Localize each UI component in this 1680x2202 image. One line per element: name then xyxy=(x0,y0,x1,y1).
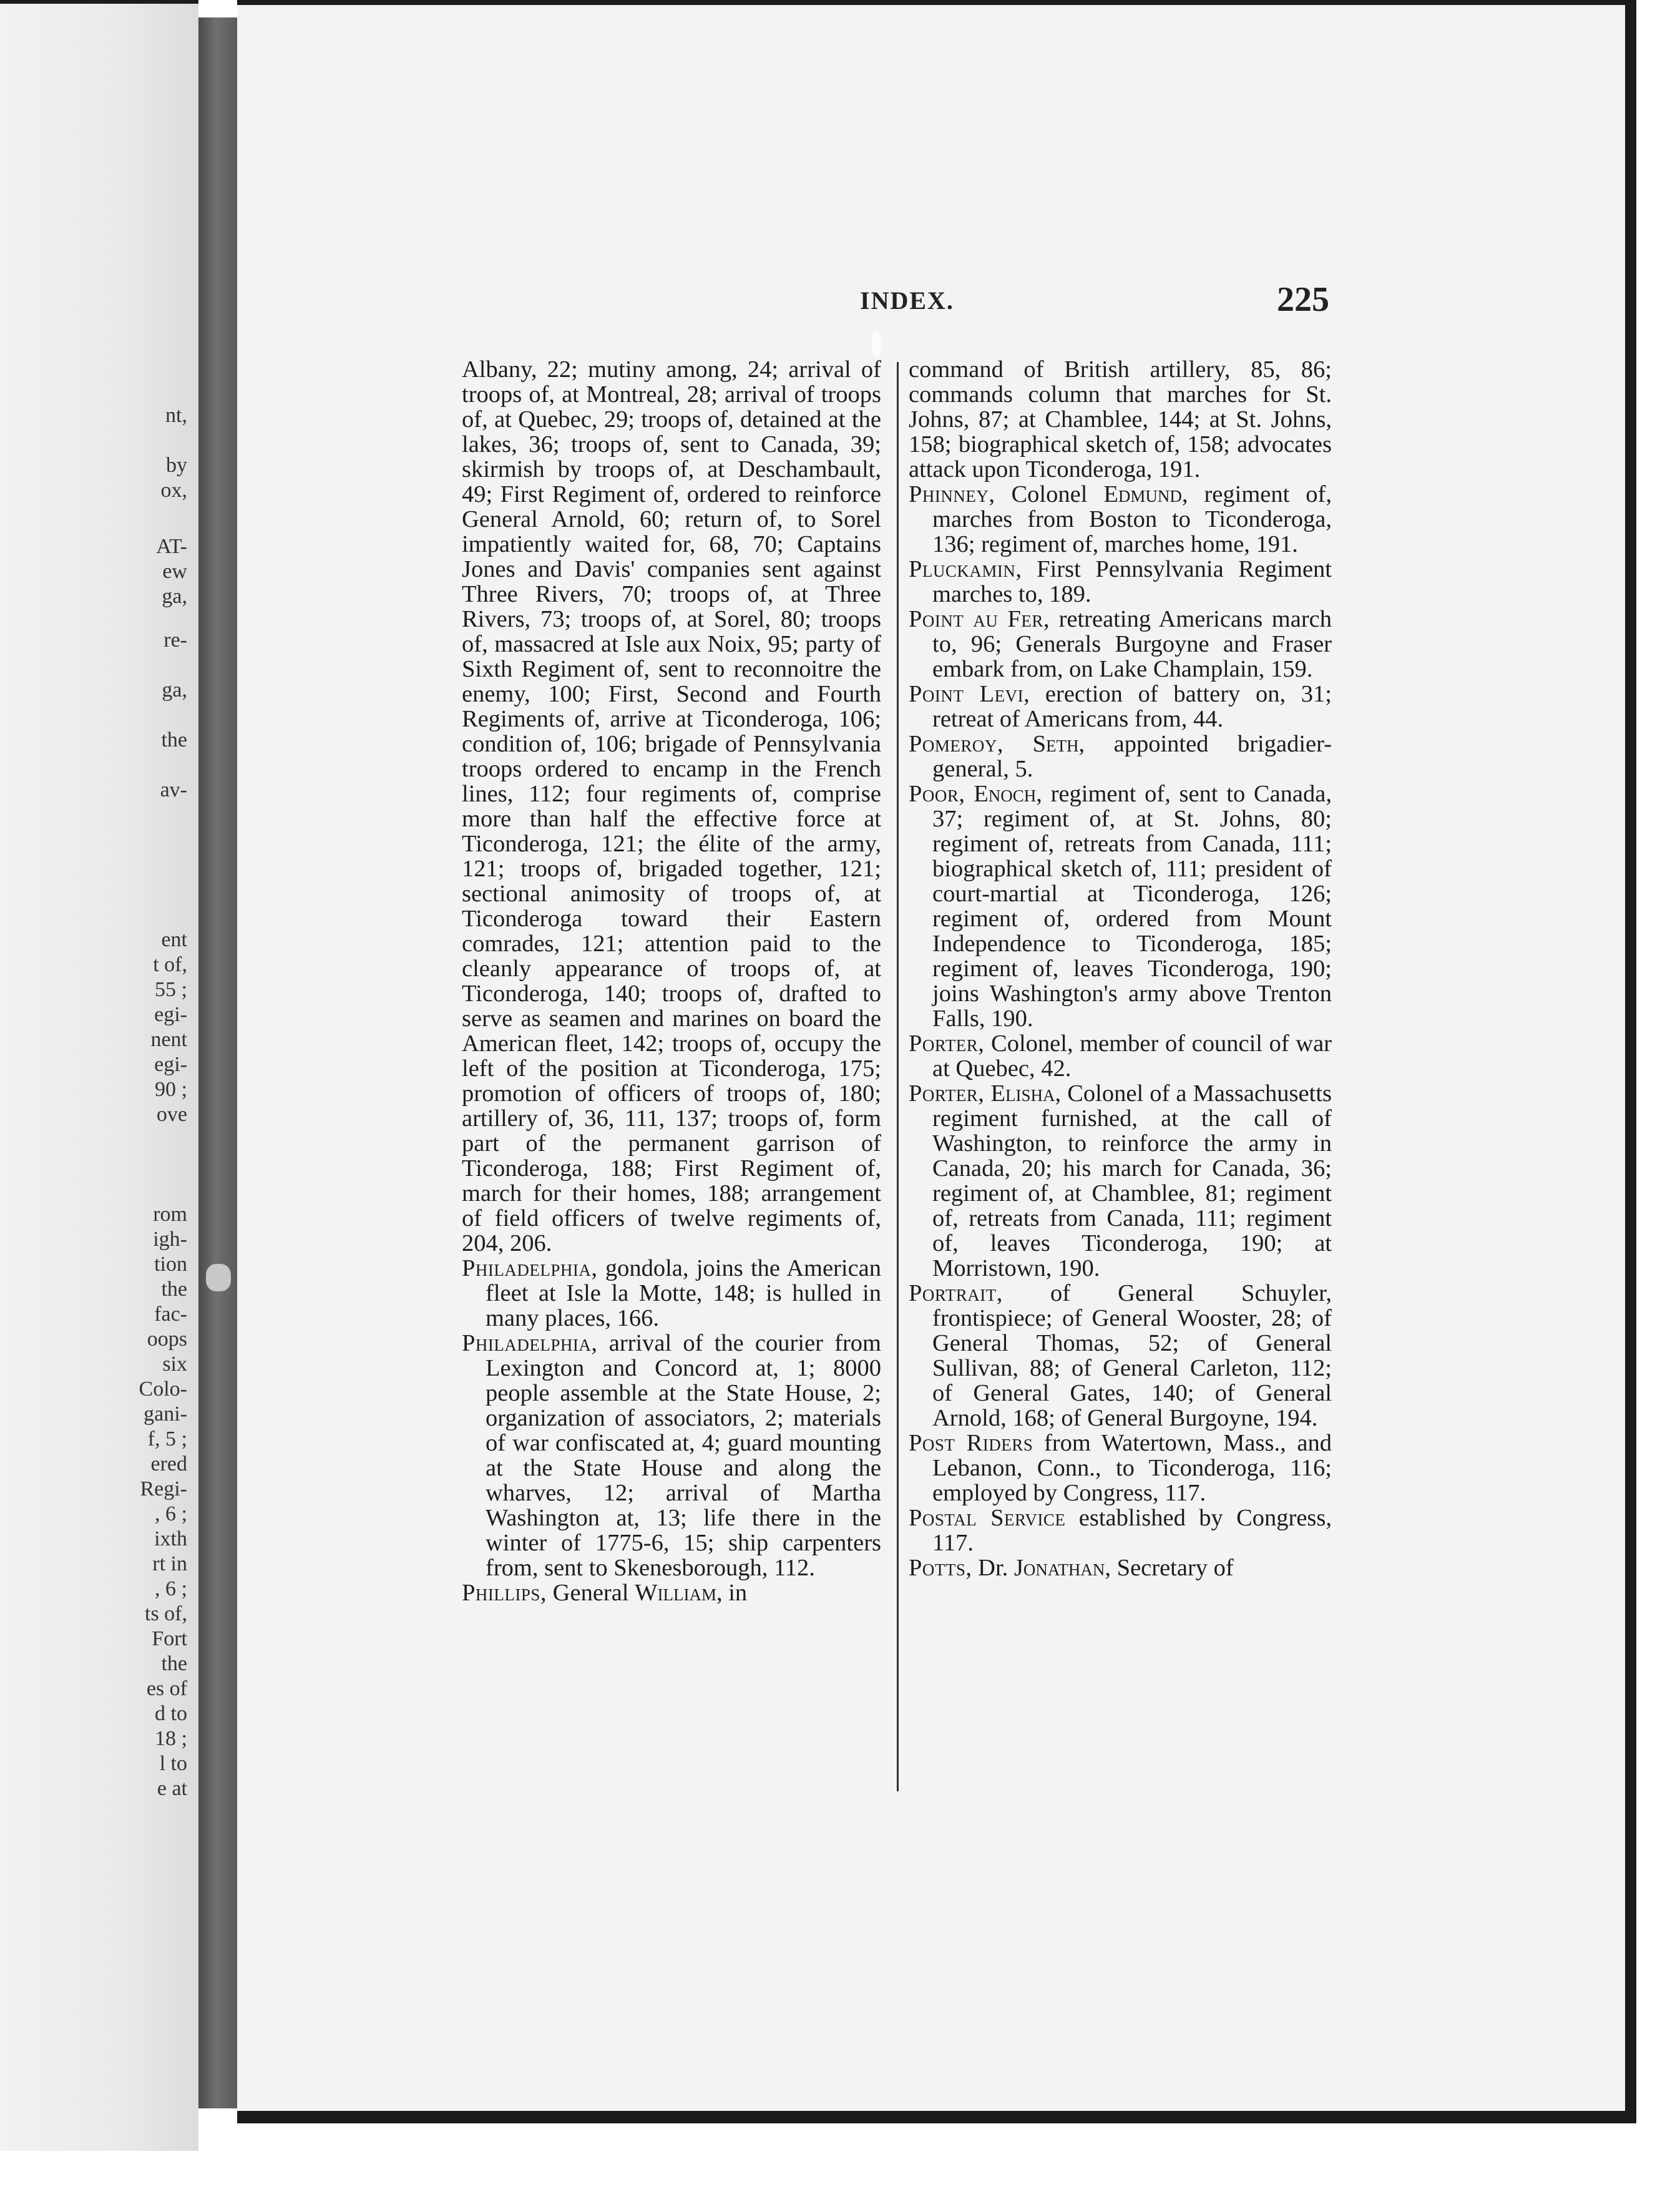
left-page-text-fragment: av- xyxy=(160,778,187,801)
entry-text xyxy=(984,1080,990,1107)
entry-heading: Postal Service xyxy=(909,1505,1066,1531)
left-page-text-fragment: , 6 ; xyxy=(155,1577,187,1600)
left-page-text-fragment: igh- xyxy=(153,1228,187,1251)
left-page-text-fragment: six xyxy=(162,1353,187,1376)
left-page-text-fragment: f, 5 ; xyxy=(147,1427,187,1451)
entry-text: Dr. xyxy=(972,1555,1014,1581)
index-entry xyxy=(909,357,1332,482)
entry-text: Secretary of xyxy=(1111,1555,1234,1581)
entry-personal-name: William, xyxy=(635,1580,723,1606)
entry-heading: Phillips, xyxy=(462,1580,547,1606)
left-page-edge xyxy=(0,0,198,2151)
entry-heading: Point Levi, xyxy=(909,681,1030,707)
index-entry xyxy=(909,1505,1332,1555)
entry-text: command of British artillery, 85, 86; commands column that marches for St. Johns, 87; at Chamblee, 144; at St. Johns, 158; biographical sketch of, 158; advocates attack upon Ticonderoga, 191. xyxy=(909,356,1332,482)
left-page-text-fragment: t of, xyxy=(153,953,187,976)
left-page-text-fragment: the xyxy=(161,1652,187,1675)
entry-personal-name: Edmund, xyxy=(1103,481,1188,507)
entry-heading: Philadelphia, xyxy=(462,1330,598,1356)
running-head: INDEX. xyxy=(860,286,954,315)
left-page-text-fragment: 55 ; xyxy=(155,978,187,1001)
left-page-text-fragment: tion xyxy=(154,1253,187,1276)
entry-text: retreating Americans march to, 96; Generals Burgoyne and Fraser embark from, on Lake Champlain, 159. xyxy=(932,606,1332,682)
left-page-text-fragment: ew xyxy=(162,560,187,583)
index-entry xyxy=(909,781,1332,1031)
index-entry xyxy=(909,557,1332,607)
column-divider xyxy=(897,362,899,1791)
index-entry xyxy=(909,482,1332,557)
left-page-text-fragment: 18 ; xyxy=(155,1727,187,1750)
entry-heading: Post Riders xyxy=(909,1430,1033,1456)
entry-text: established by Congress, 117. xyxy=(932,1505,1332,1556)
left-page-text-fragment: es of xyxy=(146,1677,187,1700)
index-entry xyxy=(909,682,1332,732)
entry-text: Colonel xyxy=(995,481,1104,507)
index-entry xyxy=(909,1431,1332,1505)
index-column-left xyxy=(462,357,881,1605)
index-entry xyxy=(462,1331,881,1580)
left-page-text-fragment: egi- xyxy=(154,1053,187,1076)
left-page-text-fragment: ga, xyxy=(162,678,187,702)
index-entry xyxy=(909,607,1332,682)
entry-personal-name: Seth, xyxy=(1032,731,1085,757)
left-page-text-fragment: d to xyxy=(155,1702,187,1725)
entry-text: in xyxy=(722,1580,748,1606)
entry-heading: Point au Fer, xyxy=(909,606,1050,632)
left-page-text-fragment: re- xyxy=(164,629,187,652)
entry-heading: Philadelphia, xyxy=(462,1255,598,1281)
left-page-text-fragment: gani- xyxy=(144,1402,187,1426)
entry-text xyxy=(1004,731,1033,757)
entry-text: appointed brigadier-general, 5. xyxy=(932,731,1332,782)
entry-text: gondola, joins the American fleet at Isle la Motte, 148; is hulled in many places, 166. xyxy=(486,1255,881,1331)
left-page-text-fragment: ixth xyxy=(154,1527,187,1550)
entry-heading: Potts, xyxy=(909,1555,972,1581)
entry-heading: Phinney, xyxy=(909,481,995,507)
left-page-text-fragment: by xyxy=(166,454,187,477)
index-entry xyxy=(909,1281,1332,1431)
entry-heading: Pluckamin, xyxy=(909,556,1022,582)
left-page-text-fragment: Regi- xyxy=(140,1477,187,1500)
left-page-text-fragment: egi- xyxy=(154,1003,187,1026)
left-page-text-fragment: ox, xyxy=(160,479,187,502)
paper-speck xyxy=(872,331,881,357)
entry-text: of General Schuyler, frontispiece; of General Wooster, 28; of General Thomas, 52; of General Sullivan, 88; of General Carleton, 112; of General Gates, 140; of General Arnold, 168; of General Burgoyne, 194. xyxy=(932,1280,1332,1431)
left-page-text-fragment: oops xyxy=(147,1328,187,1351)
left-page-text-fragment: AT- xyxy=(156,535,187,558)
left-page-text-fragment: , 6 ; xyxy=(155,1502,187,1525)
index-entry xyxy=(909,1031,1332,1081)
left-page-text-fragment: Fort xyxy=(152,1627,187,1650)
entry-heading: Poor, xyxy=(909,781,965,807)
gutter-smudge xyxy=(206,1264,231,1291)
left-page-text-fragment: e at xyxy=(157,1777,187,1800)
entry-heading: Portrait, xyxy=(909,1280,1003,1306)
entry-text: erection of battery on, 31; retreat of Americans from, 44. xyxy=(932,681,1332,732)
left-page-text-fragment: rt in xyxy=(152,1552,187,1575)
entry-text: General xyxy=(547,1580,635,1606)
entry-text: Colonel of a Massachusetts regiment furnished, at the call of Washington, to reinforce the army in Canada, 20; his march for Canada, 36; regiment of, at Chamblee, 81; regiment of, retreats from Canada, 111; regiment of, leaves Ticonderoga, 190; at Morristown, 190. xyxy=(932,1080,1332,1281)
left-page-text-fragment: rom xyxy=(153,1203,187,1226)
entry-text: regiment of, sent to Canada, 37; regiment of, at St. Johns, 80; regiment of, retreats from Canada, 111; biographical sketch of, 111; president of court-martial at Ticonderoga, 126; regiment of, ordered from Mount Independence to Ticonderoga, 185; regiment of, leaves Ticonderoga, 190; joins Washington's army above Trenton Falls, 190. xyxy=(932,781,1332,1032)
left-page-text-fragment: Colo- xyxy=(139,1377,187,1401)
entry-text: Colonel, member of council of war at Quebec, 42. xyxy=(932,1030,1332,1082)
index-column-right xyxy=(909,357,1332,1580)
entry-personal-name: Jonathan, xyxy=(1013,1555,1111,1581)
entry-heading: Porter, xyxy=(909,1030,985,1057)
left-page-text-fragment: ove xyxy=(156,1103,187,1126)
index-entry xyxy=(909,1081,1332,1281)
entry-text: from Watertown, Mass., and Lebanon, Conn., to Ticonderoga, 116; employed by Congress, 117. xyxy=(932,1430,1332,1506)
left-page-text-fragment: 90 ; xyxy=(155,1078,187,1101)
entry-heading: Porter, xyxy=(909,1080,985,1107)
book-gutter xyxy=(198,17,237,2108)
page-number: 225 xyxy=(1277,280,1329,319)
entry-text: Albany, 22; mutiny among, 24; arrival of troops of, at Montreal, 28; arrival of troops of, at Quebec, 29; troops of, detained at the lakes, 36; troops of, sent to Canada, 39; skirmish by troops of, at Deschambault, 49; First Regiment of, ordered to reinforce General Arnold, 60; return of, to Sorel impatiently waited for, 68, 70; Captains Jones and Davis' companies sent against Three Rivers, 70; troops of, at Three Rivers, 73; troops of, at Sorel, 80; troops of, massacred at Isle aux Noix, 95; party of Sixth Regiment of, sent to reconnoitre the enemy, 100; First, Second and Fourth Regiments of, arrive at Ticonderoga, 106; condition of, 106; brigade of Pennsylvania troops ordered to encamp in the French lines, 112; four regiments of, comprise more than half the effective force at Ticonderoga, 121; the élite of the army, 121; troops of, brigaded together, 121; sectional animosity of troops of, at Ticonderoga toward their Eastern comrades, 121; attention paid to the cleanly appearance of troops of, at Ticonderoga, 140; troops of, drafted to serve as seamen and marines on board the American fleet, 142; troops of, occupy the left of the position at Ticonderoga, 175; promotion of officers of troops of, 180; artillery of, 36, 111, 137; troops of, form part of the permanent garrison of Ticonderoga, 188; First Regiment of, march for their homes, 188; arrangement of field officers of twelve regiments of, 204, 206. xyxy=(462,356,881,1256)
left-page-text-fragment: the xyxy=(161,728,187,751)
left-page-text-fragment: ered xyxy=(150,1452,187,1475)
left-page-text-fragment: nt, xyxy=(165,404,187,427)
index-entry xyxy=(462,357,881,1256)
entry-personal-name: Elisha, xyxy=(990,1080,1062,1107)
left-page-text-fragment: nent xyxy=(150,1028,187,1051)
entry-text xyxy=(965,781,974,807)
left-page-text-fragment: ts of, xyxy=(145,1602,187,1625)
index-entry xyxy=(909,732,1332,781)
left-page-text-fragment: ent xyxy=(161,928,187,951)
entry-text: regiment of, marches from Boston to Ticonderoga, 136; regiment of, marches home, 191. xyxy=(932,481,1332,557)
left-page-text-fragment: l to xyxy=(159,1752,187,1775)
left-page-text-fragment: the xyxy=(161,1278,187,1301)
left-page-text-fragment: ga, xyxy=(162,585,187,608)
entry-text: First Pennsylvania Regiment marches to, 189. xyxy=(932,556,1332,607)
entry-text: arrival of the courier from Lexington and Concord at, 1; 8000 people assemble at the State House, 2; organization of associators, 2; materials of war confiscated at, 4; guard mounting at the State House and along the wharves, 12; arrival of Martha Washington at, 13; life there in the winter of 1775-6, 15; ship carpenters from, sent to Skenesborough, 112. xyxy=(486,1330,881,1581)
index-entry xyxy=(909,1555,1332,1580)
entry-heading: Pomeroy, xyxy=(909,731,1004,757)
left-page-text-fragment: fac- xyxy=(154,1303,187,1326)
entry-personal-name: Enoch, xyxy=(974,781,1042,807)
index-entry xyxy=(462,1256,881,1331)
index-entry xyxy=(462,1580,881,1605)
